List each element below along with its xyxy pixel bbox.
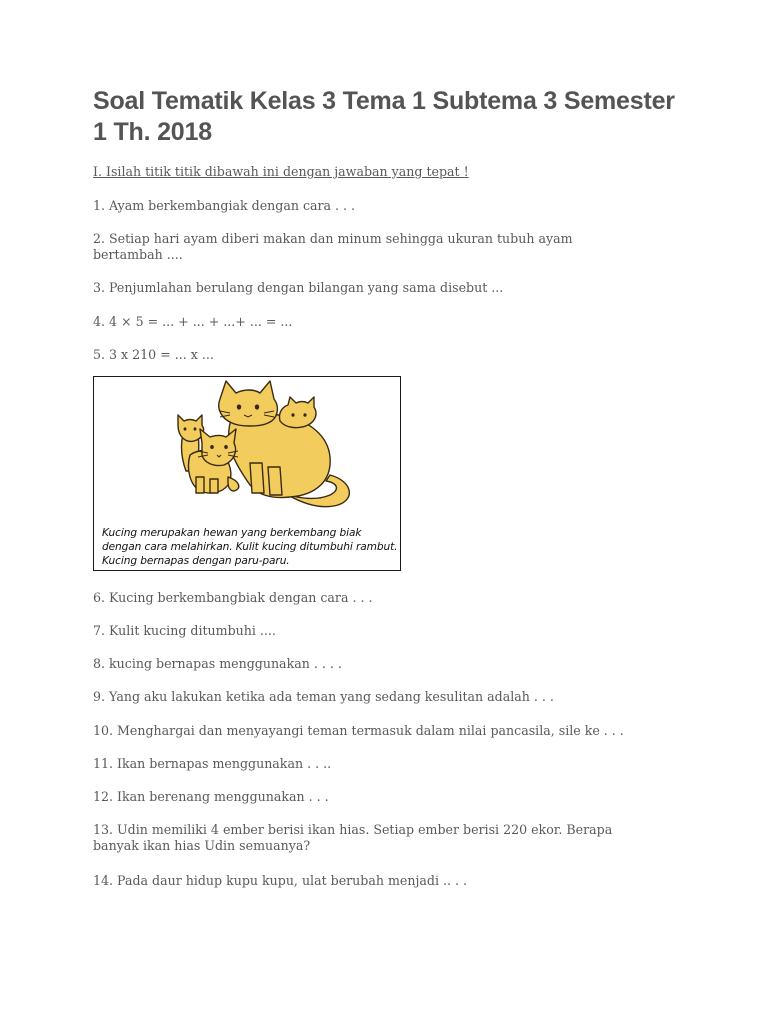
question-4: 4. 4 × 5 = ... + ... + ...+ ... = ... [93,314,293,329]
question-14: 14. Pada daur hidup kupu kupu, ulat berubah menjadi .. . . [93,873,468,888]
cat-figure [93,376,401,571]
page-title: Soal Tematik Kelas 3 Tema 1 Subtema 3 Semester 1 Th. 2018 [93,87,675,146]
question-2: 2. Setiap hari ayam diberi makan dan minum sehingga ukuran tubuh ayam bertambah .... [93,231,573,262]
question-8: 8. kucing bernapas menggunakan . . . . [93,656,342,671]
question-7: 7. Kulit kucing ditumbuhi .... [93,623,276,638]
figure-caption: Kucing merupakan hewan yang berkembang biak dengan cara melahirkan. Kulit kucing ditumbuhi rambut. Kucing bernapas dengan paru-paru. [102,527,398,567]
instruction-text: I. Isilah titik titik dibawah ini dengan jawaban yang tepat ! [93,164,469,179]
cat-family-illustration-icon [94,377,401,527]
question-3: 3. Penjumlahan berulang dengan bilangan yang sama disebut ... [93,280,504,295]
question-13: 13. Udin memiliki 4 ember berisi ikan hias. Setiap ember berisi 220 ekor. Berapa banyak ikan hias Udin semuanya? [93,822,613,853]
question-10: 10. Menghargai dan menyayangi teman termasuk dalam nilai pancasila, sile ke . . . [93,723,624,738]
question-12: 12. Ikan berenang menggunakan . . . [93,789,329,804]
question-5: 5. 3 x 210 = ... x ... [93,347,214,362]
question-1: 1. Ayam berkembangiak dengan cara . . . [93,198,356,213]
question-11: 11. Ikan bernapas menggunakan . . .. [93,756,332,771]
question-9: 9. Yang aku lakukan ketika ada teman yang sedang kesulitan adalah . . . [93,689,554,704]
question-6: 6. Kucing berkembangbiak dengan cara . . . [93,590,373,605]
document-page [93,86,693,888]
